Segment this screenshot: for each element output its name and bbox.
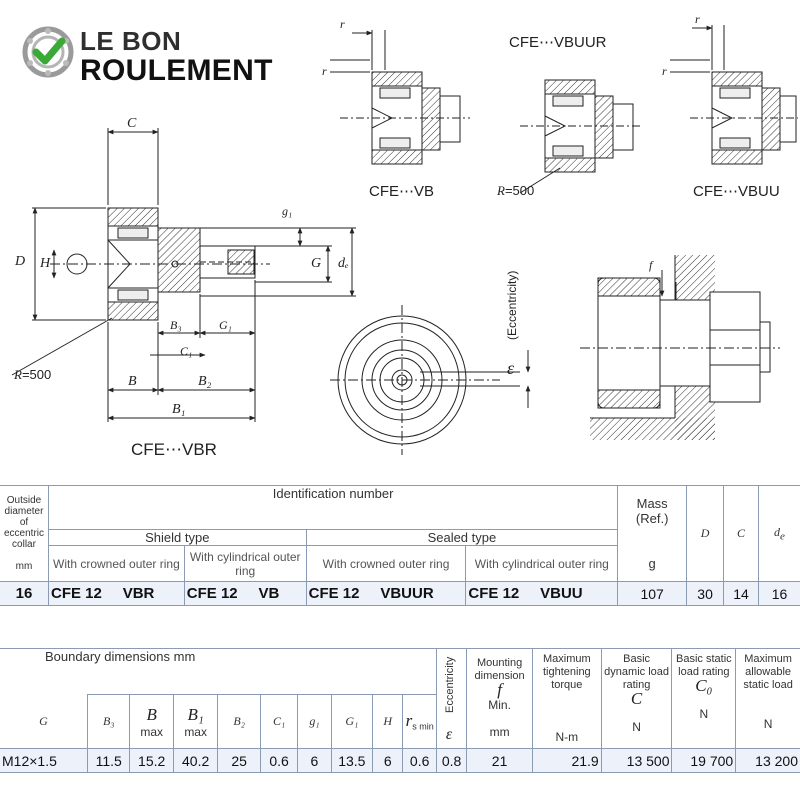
cell-g1-upper: 13.5	[331, 749, 372, 773]
header-eccentricity	[436, 649, 466, 749]
header-b1-text: B₁	[187, 704, 204, 724]
cfe-vbuur-section-view	[520, 80, 640, 193]
header-torque-unit: N-m	[555, 730, 579, 744]
header-mounting-text: Mounting dimension	[474, 657, 525, 682]
header-eps: ε	[445, 726, 453, 743]
header-rs	[403, 695, 437, 749]
header-mass	[618, 486, 687, 582]
table-row	[0, 749, 800, 773]
cell-c: 14	[724, 582, 759, 606]
header-dyn-text: Basic dynamic load rating	[604, 653, 669, 691]
cell-b1: 40.2	[173, 749, 217, 773]
cell-mass: 107	[618, 582, 687, 606]
header-d: D	[687, 486, 724, 582]
dim-de-label: dₑ	[338, 256, 349, 271]
header-g1: g₁	[298, 695, 331, 749]
cell-b3: 11.5	[87, 749, 129, 773]
cell-h: 6	[373, 749, 403, 773]
header-rs-sub: s min	[412, 721, 434, 732]
boundary-dimensions-table	[0, 648, 800, 773]
header-max-static-unit: N	[763, 717, 773, 731]
header-b	[130, 695, 173, 749]
dim-b3-label: B₃	[170, 318, 182, 332]
cell-c1: 0.6	[260, 749, 297, 773]
cell-de: 16	[759, 582, 800, 606]
header-identification: Identification number	[48, 486, 617, 530]
cfe-vbuu-section-view	[670, 25, 798, 164]
cell-rs: 0.6	[403, 749, 437, 773]
dim-g1-label: g₁	[282, 204, 293, 218]
cell-vbr-suffix: VBR	[122, 585, 155, 602]
header-de-sub: e	[780, 530, 785, 543]
header-max-static	[736, 649, 800, 749]
header-mm: mm	[489, 725, 510, 739]
dim-c-label: C	[127, 116, 137, 131]
header-cylindrical-2: With cylindrical outer ring	[466, 546, 618, 582]
header-b1	[173, 695, 217, 749]
logo-line-2: ROULEMENT	[80, 54, 273, 87]
header-de-text: d	[774, 524, 781, 539]
table-row	[0, 582, 800, 606]
header-stat-unit: N	[699, 707, 709, 721]
header-h: H	[373, 695, 403, 749]
header-mounting	[467, 649, 533, 749]
header-max-static-text: Maximum allowable static load	[743, 653, 793, 691]
label-cfe-vb: CFE⋯VB	[369, 183, 435, 200]
header-stat-text: Basic static load rating	[676, 653, 732, 678]
cell-vbuur-suffix: VBUUR	[380, 585, 434, 602]
header-outside-unit: mm	[15, 561, 33, 572]
cell-vbuu-prefix: CFE 12	[468, 585, 520, 602]
dim-r-label-1: r	[340, 17, 345, 31]
header-static-load	[672, 649, 736, 749]
dim-r-label-2: r	[322, 64, 327, 78]
cell-torque: 21.9	[532, 749, 601, 773]
header-dyn-unit: N	[632, 720, 641, 734]
cell-g1: 6	[298, 749, 331, 773]
cell-vbr-prefix: CFE 12	[50, 585, 102, 602]
dim-b2-label: B₂	[198, 374, 212, 389]
header-sealed-type: Sealed type	[306, 530, 618, 546]
label-r500-left: R=500	[14, 367, 52, 382]
cell-vbuur-prefix: CFE 12	[308, 585, 360, 602]
dim-f-label: f	[649, 258, 653, 272]
dim-b1-label: B₁	[172, 402, 186, 417]
header-crowned-2: With crowned outer ring	[306, 546, 466, 582]
header-f: f	[497, 680, 502, 699]
cell-f: 21	[467, 749, 533, 773]
dim-h-label: H	[40, 256, 51, 271]
header-torque	[532, 649, 601, 749]
header-mass-text: Mass (Ref.)	[635, 496, 669, 526]
cell-b2: 25	[218, 749, 260, 773]
cell-max-static: 13 200	[736, 749, 800, 773]
header-rs-text: r	[405, 711, 413, 731]
cell-vbuur	[306, 582, 466, 606]
dim-d-label: D	[15, 254, 26, 269]
header-outside-diameter	[0, 486, 48, 582]
label-cfe-vbr: CFE⋯VBR	[131, 440, 217, 459]
cell-outside: 16	[0, 582, 48, 606]
header-g: G	[0, 695, 87, 749]
dim-eps-label: ε	[507, 358, 515, 378]
cell-vbuu	[466, 582, 618, 606]
cell-dyn: 13 500	[601, 749, 672, 773]
cell-stat: 19 700	[672, 749, 736, 773]
header-min: Min.	[488, 698, 511, 712]
dim-b-label: B	[128, 374, 137, 389]
header-torque-text: Maximum tightening torque	[542, 653, 591, 691]
header-shield-type: Shield type	[48, 530, 306, 546]
header-de	[759, 486, 800, 582]
cfe-mounting-view	[580, 255, 780, 440]
header-boundary-dimensions: Boundary dimensions mm	[0, 649, 436, 695]
cell-vb-suffix: VB	[258, 585, 280, 602]
label-cfe-vbuur: CFE⋯VBUUR	[509, 34, 607, 51]
cell-g: M12×1.5	[0, 749, 87, 773]
header-c: C	[724, 486, 759, 582]
cell-vb-prefix: CFE 12	[186, 585, 238, 602]
header-dynamic-load	[601, 649, 672, 749]
header-mass-unit: g	[648, 556, 656, 571]
cell-d: 30	[687, 582, 724, 606]
label-r500-top: R=500	[497, 183, 535, 198]
header-crowned-1: With crowned outer ring	[48, 546, 184, 582]
cell-vb	[184, 582, 306, 606]
label-cfe-vbuu: CFE⋯VBUU	[693, 183, 780, 200]
dim-r-label-3: r	[695, 12, 700, 26]
cfe-vbr-section-view	[12, 128, 356, 422]
header-b3: B₃	[87, 695, 129, 749]
header-cylindrical-1: With cylindrical outer ring	[184, 546, 306, 582]
cfe-front-view	[330, 305, 528, 455]
header-eccentricity-text: Eccentricity	[443, 656, 456, 713]
header-stat-sym: C₀	[695, 676, 713, 695]
header-b-text: B	[146, 704, 157, 724]
header-outside-diameter-text: Outside diameter of eccentric collar	[3, 495, 44, 550]
header-b1-max: max	[184, 724, 207, 739]
dim-g-label: G	[311, 256, 322, 271]
header-c1: C₁	[260, 695, 297, 749]
header-b-max: max	[140, 724, 163, 739]
header-g1-upper: G₁	[331, 695, 372, 749]
dim-g1-bottom-label: G₁	[219, 318, 232, 332]
identification-table	[0, 485, 800, 606]
cell-eps: 0.8	[436, 749, 466, 773]
dim-r-label-4: r	[662, 64, 667, 78]
header-dyn-sym: C	[630, 689, 643, 708]
cfe-vb-section-view	[330, 30, 470, 164]
cell-vbuu-suffix: VBUU	[540, 585, 583, 602]
eccentricity-label: (Eccentricity)	[505, 270, 519, 340]
header-b2: B₂	[218, 695, 260, 749]
cell-vbr	[48, 582, 184, 606]
dim-c1-label: C₁	[180, 344, 193, 358]
cell-b: 15.2	[130, 749, 173, 773]
logo-line-1: LE BON	[80, 26, 182, 56]
